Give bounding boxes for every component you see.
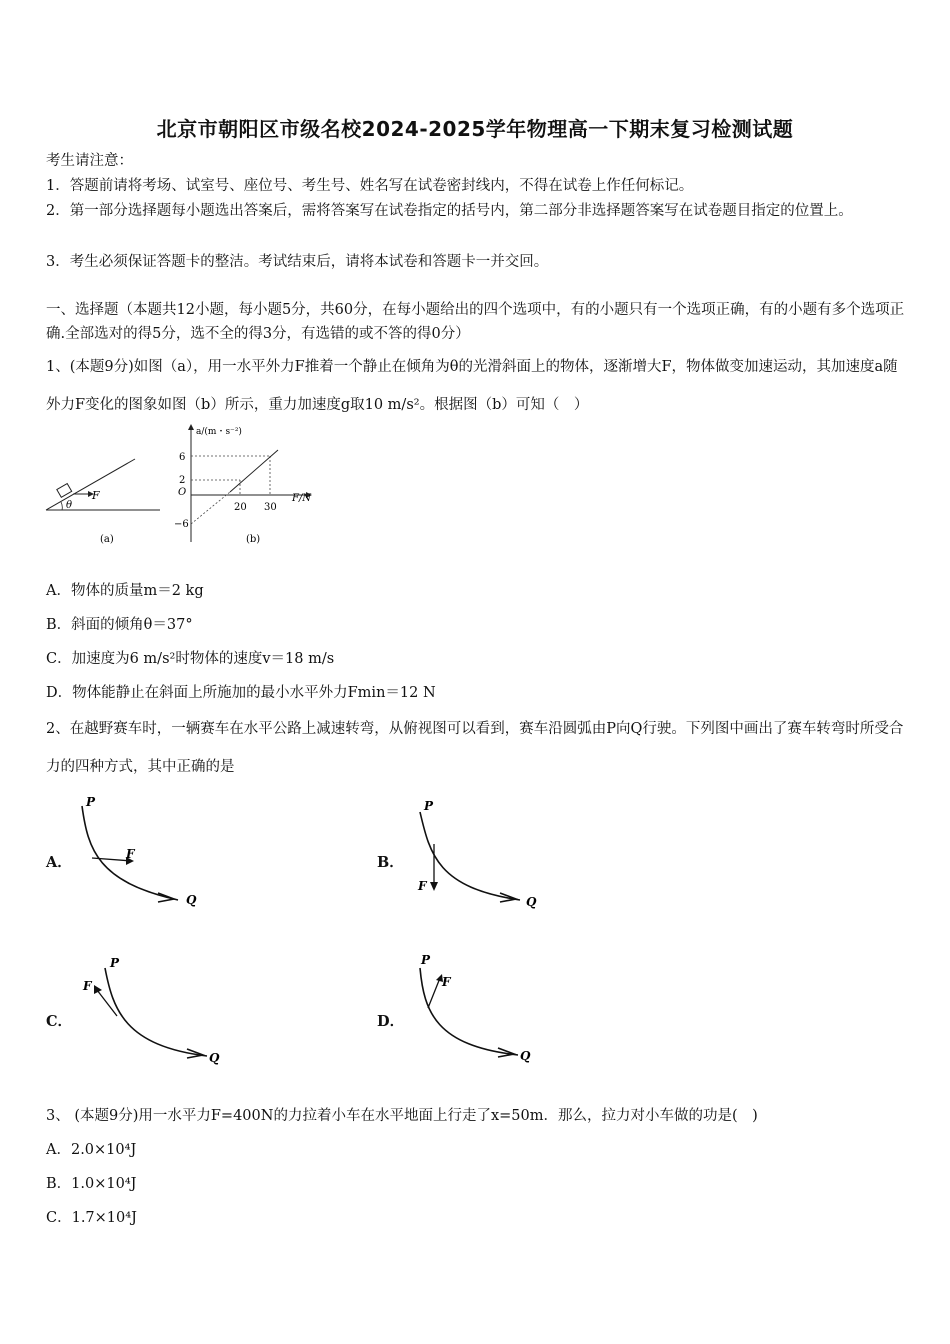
svg-text:Q: Q — [186, 893, 197, 907]
x-label: F/N — [292, 493, 312, 504]
q3-stem: 3、 (本题9分)用一水平力F=400N的力拉着小车在水平地面上行走了x=50m．那么，拉力对小车做的功是( ) — [46, 1108, 758, 1124]
svg-text:Q: Q — [209, 1051, 220, 1065]
a-F-line — [230, 450, 278, 492]
q2-figure-b — [408, 790, 558, 915]
q3-option-a: A．2.0×10⁴J — [46, 1142, 137, 1158]
angle-label: θ — [66, 500, 73, 511]
origin-label: O — [178, 487, 187, 498]
q1-option-a: A．物体的质量m＝2 kg — [46, 583, 204, 599]
notice-item-3: 3．考生必须保证答题卡的整洁。考试结束后，请将本试卷和答题卡一并交回。 — [46, 254, 549, 270]
svg-text:Q: Q — [520, 1049, 531, 1063]
q2-figure-c — [75, 950, 225, 1075]
extrapolated-line — [191, 492, 230, 524]
notice-item-2: 2．第一部分选择题每小题选出答案后，需将答案写在试卷指定的括号内，第二部分非选择题答案写在试卷题目指定的位置上。 — [46, 203, 853, 219]
q1-figure-b — [170, 420, 330, 550]
incline-line — [46, 459, 135, 510]
y-tick-6: 6 — [179, 452, 186, 463]
q2-label-a: A． — [46, 854, 72, 871]
block — [57, 484, 72, 498]
svg-text:P: P — [110, 956, 120, 970]
q2-label-b: B． — [377, 854, 404, 871]
notice-item-1: 1．答题前请将考场、试室号、座位号、考生号、姓名写在试卷密封线内，不得在试卷上作任何标记。 — [46, 178, 694, 194]
section-heading: 一、选择题（本题共12小题，每小题5分，共60分，在每小题给出的四个选项中，有的小题只有一个选项正确，有的小题有多个选项正确.全部选对的得5分，选不全的得3分，有选错的或不答的得0分） — [46, 302, 905, 342]
q1-option-b: B．斜面的倾角θ＝37° — [46, 617, 193, 633]
x-tick-20: 20 — [234, 502, 247, 513]
svg-text:P: P — [421, 953, 431, 967]
y-label: a/(m・s⁻²) — [196, 427, 242, 437]
page-title: 北京市朝阳区市级名校2024-2025学年物理高一下期末复习检测试题 — [156, 117, 794, 141]
arc-path — [420, 968, 518, 1055]
q2-figure-d — [408, 950, 558, 1075]
q2-label-d: D． — [377, 1013, 405, 1030]
svg-text:F: F — [418, 879, 427, 893]
notice-heading: 考生请注意： — [46, 153, 133, 169]
x-tick-30: 30 — [264, 502, 277, 513]
q1-figure-a — [40, 450, 170, 550]
caption-a: (a) — [100, 534, 114, 545]
q1-option-c: C．加速度为6 m/s²时物体的速度v＝18 m/s — [46, 651, 335, 667]
q1-option-d: D．物体能静止在斜面上所施加的最小水平外力Fmin＝12 N — [46, 685, 436, 701]
q2-figure-a — [70, 790, 220, 915]
q2-label-c: C． — [46, 1013, 73, 1030]
q2-stem: 2、在越野赛车时，一辆赛车在水平公路上减速转弯，从俯视图可以看到，赛车沿圆弧由P向Q行驶。下列图中画出了赛车转弯时所受合力的四种方式，其中正确的是 — [46, 721, 904, 775]
force-arrow — [428, 978, 440, 1008]
arc-path — [105, 968, 207, 1056]
svg-text:Q: Q — [526, 895, 537, 909]
svg-text:P: P — [86, 795, 96, 809]
q3-option-c: C．1.7×10⁴J — [46, 1210, 137, 1226]
caption-b: (b) — [246, 534, 261, 545]
svg-text:F: F — [442, 975, 451, 989]
svg-text:P: P — [424, 799, 434, 813]
q3-option-b: B．1.0×10⁴J — [46, 1176, 137, 1192]
force-label: F — [92, 489, 100, 502]
y-tick-neg6: −6 — [174, 519, 189, 530]
svg-text:F: F — [126, 847, 135, 861]
svg-text:F: F — [83, 979, 92, 993]
y-tick-2: 2 — [179, 475, 186, 486]
q1-stem: 1、(本题9分)如图（a），用一水平外力F推着一个静止在倾角为θ的光滑斜面上的物体，逐渐增大F，物体做变加速运动，其加速度a随外力F变化的图象如图（b）所示，重力加速度g取10 m/s²。根据图（b）可知（ ） — [46, 359, 898, 413]
